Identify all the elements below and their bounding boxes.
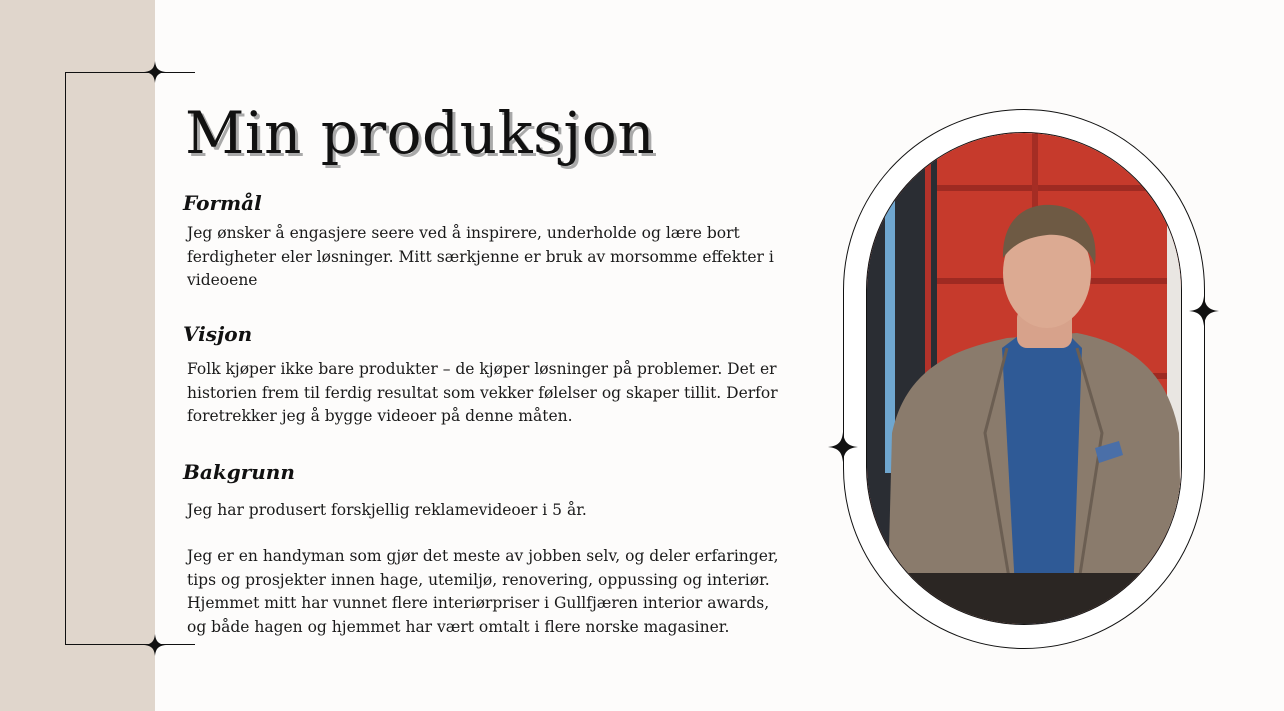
section-text-formal: Jeg ønsker å engasjere seere ved å inspirere, underholde og lære bort ferdigheter eler løsninger. Mitt særkjenne er bruk av morsomme effekter i videoene <box>187 224 774 289</box>
section-text-bakgrunn-1: Jeg har produsert forskjellig reklamevideoer i 5 år. <box>187 501 587 519</box>
section-text-bakgrunn-2: Jeg er en handyman som gjør det meste av jobben selv, og deler erfaringer, tips og prosjekter innen hage, utemiljø, renovering, oppussing og interiør. Hjemmet mitt har vunnet flere interiørpriser i Gullfjæren interior awards, og både hagen og hjemmet har vært omtalt i flere norske magasiner. <box>187 547 779 636</box>
portrait-photo <box>866 132 1182 625</box>
sparkle-icon <box>828 432 858 462</box>
section-heading-formal: Formål <box>183 191 262 215</box>
sparkle-icon <box>1189 296 1219 326</box>
sparkle-icon <box>144 61 166 83</box>
section-text-visjon: Folk kjøper ikke bare produkter – de kjøper løsninger på problemer. Det er historien frem til ferdig resultat som vekker følelser og skaper tillit. Derfor foretrekker jeg å bygge videoer på denne måten. <box>187 360 778 425</box>
page-title: Min produksjon <box>185 99 656 167</box>
section-heading-bakgrunn: Bakgrunn <box>183 460 295 484</box>
section-heading-visjon: Visjon <box>183 322 253 346</box>
sparkle-icon <box>144 634 166 656</box>
decorative-bracket <box>65 72 195 645</box>
